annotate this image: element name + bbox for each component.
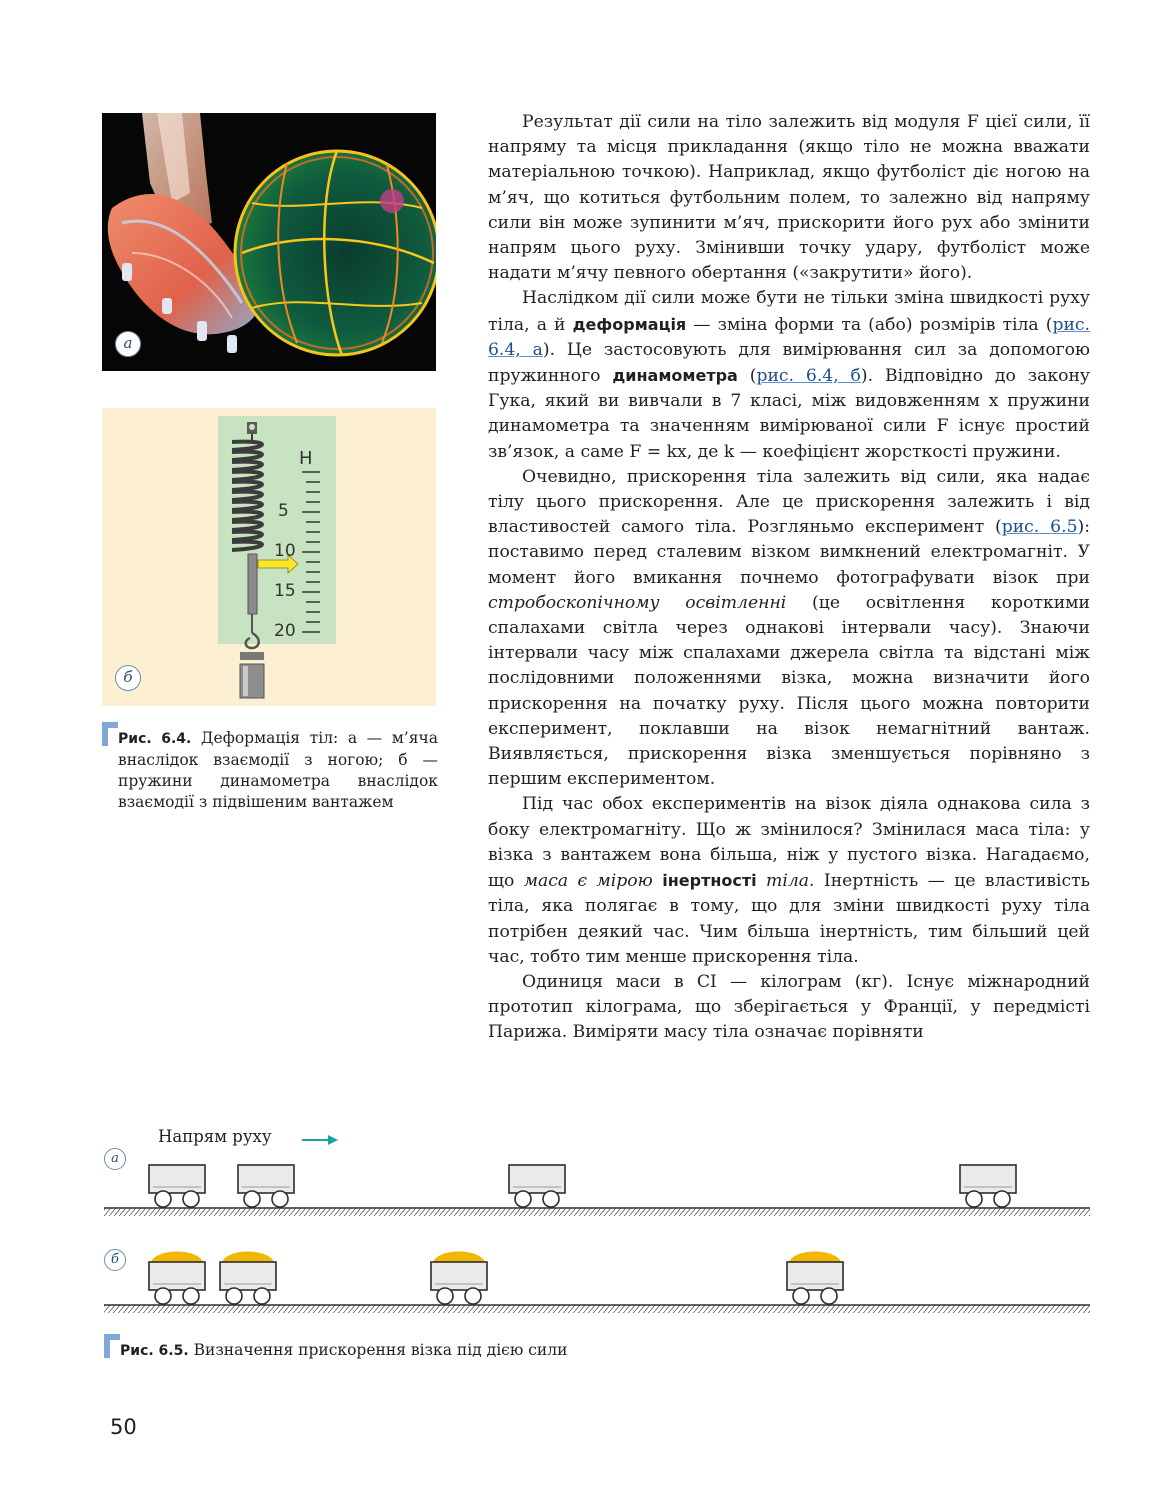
text-run [757, 871, 766, 891]
figure-6-5-carts [100, 1125, 1100, 1325]
cart [238, 1165, 294, 1207]
boot-and-ball-illustration [102, 113, 436, 371]
figure-tag-b: б [115, 665, 141, 691]
figure-6-4-caption [118, 728, 438, 813]
cargo [222, 1252, 274, 1263]
figure-6-5-caption [120, 1340, 820, 1362]
dynamometer-illustration [102, 408, 436, 706]
direction-label: Напрям руху [158, 1127, 272, 1146]
caption-corner-icon [104, 1334, 120, 1358]
figure-6-4a-photo [102, 113, 436, 371]
text-run [653, 871, 662, 891]
figure-link-6-5[interactable]: рис. 6.5 [1001, 517, 1078, 538]
scale-tick-label: 10 [274, 541, 296, 561]
text-run: Очевидно, прискорення тіла залежить від сили, яка надає тілу цього прискорення. Але це прискорення залежить і від властивостей самого тіла. Розгляньмо експеримент ( [488, 466, 1090, 538]
cart [509, 1165, 565, 1207]
cart-strobe-diagram [100, 1125, 1100, 1325]
cargo [433, 1252, 485, 1263]
scale-tick-label: 20 [274, 621, 296, 641]
paragraph-force-effect: Результат дії сили на тіло залежить від модуля F цієї сили, її напряму та місця прикладання (якщо тіло не можна вважати матеріальною точкою). Наприклад, якщо футболіст діє ногою на м’яч, що котиться футбольним полем, то залежно від напряму сили він може зупинити м’яч, прискорити його рух або змінити напрям цього руху. Змінивши точку удару, футболіст може надати м’ячу певного обертання («закрутити» його). [488, 112, 1090, 284]
figure-tag-b: б [104, 1249, 126, 1271]
main-text-column [488, 110, 1090, 1046]
text-run: ). Відповідно до закону Гука, який ви вивчали в 7 класі, між видовженням x пружини динамометра та значенням вимірюваної сили F існує простий зв’язок, а саме F = kx, де k — коефіцієнт жорсткості пружини. [488, 366, 1091, 462]
figure-6-4b-dynamometer [102, 408, 436, 706]
cart-loaded [149, 1262, 205, 1304]
text-run: — зміна форми та (або) розмірів тіла ( [686, 314, 1053, 335]
cart-loaded [787, 1262, 843, 1304]
scale-tick-label: 5 [278, 501, 289, 521]
caption-text: Визначення прискорення візка під дією сили [188, 1341, 568, 1359]
cart [149, 1165, 205, 1207]
text-run: ( [737, 366, 757, 387]
text-run-italic: маса є мірою [523, 871, 653, 892]
page-number: 50 [110, 1415, 137, 1439]
text-run: Під час обох експериментів на візок діяла однакова сила з боку електромагніту. Що ж змінилося? Змінилася маса тіла: у візка з вантажем вона більша, ніж у пустого візка. Нагадаємо, що [488, 794, 1090, 892]
cargo [789, 1252, 841, 1263]
paragraph-inertia [488, 792, 1090, 969]
term-deformation: деформація [572, 314, 687, 334]
caption-label: Рис. 6.4. [118, 731, 192, 747]
scale-unit-label: Н [299, 448, 313, 469]
figure-tag-a: а [115, 331, 141, 357]
caption-corner-icon [102, 722, 118, 746]
text-run: Наслідком дії сили може бути не тільки зміна швидкості руху тіла, а й [488, 288, 1090, 335]
text-run-italic: тіла [766, 871, 810, 892]
figure-link-6-4a[interactable]: рис. 6.4, а [488, 314, 1090, 360]
scale-tick-label: 15 [274, 581, 296, 601]
paragraph-deformation [488, 286, 1090, 464]
figure-tag-a: а [104, 1148, 126, 1170]
paragraph-mass-unit: Одиниця маси в СІ — кілограм (кг). Існує міжнародний прототип кілограма, що зберігається у Франції, у передмісті Парижа. Виміряти масу тіла означає порівняти [488, 971, 1090, 1043]
term-stroboscopic: стробоскопічному освітленні [488, 592, 787, 613]
paragraph-experiment [488, 465, 1090, 793]
text-run: ): поставимо перед сталевим візком вимкнений електромагніт. У момент його вмикання почнемо фотографувати візок при [488, 517, 1090, 588]
cart-loaded [431, 1262, 487, 1304]
cart-loaded [220, 1262, 276, 1304]
cart [960, 1165, 1016, 1207]
cargo [151, 1252, 203, 1263]
text-run: ). Це застосовують для вимірювання сил за допомогою пружинного [488, 339, 1090, 387]
term-dynamometer: динамометра [612, 366, 738, 386]
text-run: (це освітлення короткими спалахами світла через однакові інтервали часу). Знаючи інтервали часу між спалахами джерела світла та відстані між послідовними положеннями візка, можна визначити його прискорення на початку руху. Після цього можна повторити експеримент, поклавши на візок немагнітний вантаж. Виявляється, прискорення візка зменшується порівняно з першим експериментом. [488, 592, 1090, 790]
text-run: . Інертність — це властивість тіла, яка полягає в тому, що для зміни швидкості руху тіла потрібен деякий час. Чим більша інертність, тим більший цей час, тобто тим менше прискорення тіла. [488, 871, 1091, 967]
term-inertia: інертності [662, 871, 757, 891]
caption-label: Рис. 6.5. [120, 1343, 189, 1359]
caption-text: Деформація тіл: а — м’яча внаслідок взаємодії з ногою; б — пружини динамометра внаслідок взаємодії з підвішеним вантажем [118, 729, 438, 811]
figure-link-6-4b[interactable]: рис. 6.4, б [756, 366, 861, 387]
